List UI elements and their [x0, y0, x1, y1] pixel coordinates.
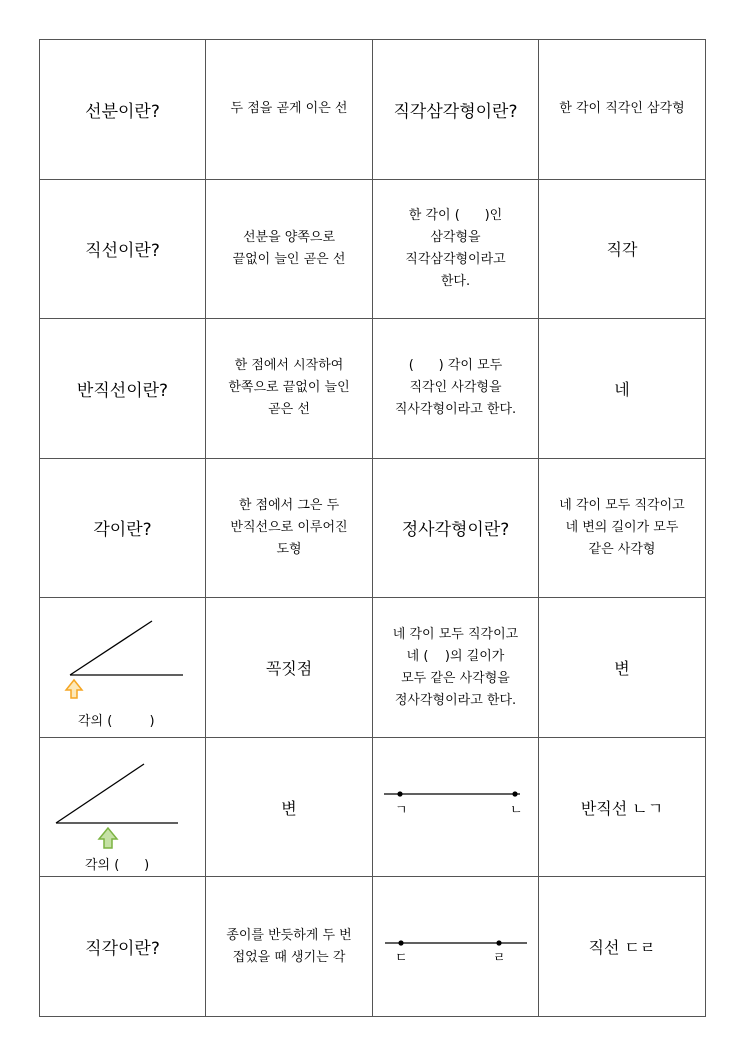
angle-side-figure	[40, 737, 206, 877]
card-answer: 네 각이 모두 직각이고 네 변의 길이가 모두 같은 사각형	[539, 458, 706, 598]
point-label: ㄷ	[395, 951, 408, 967]
point-giyeok	[397, 791, 402, 796]
table-row	[40, 40, 706, 180]
card-question: 한 각이 ( )인 삼각형을 직각삼각형이라고 한다.	[373, 179, 539, 319]
card-answer: 두 점을 곧게 이은 선	[206, 40, 373, 180]
card-question: 네 각이 모두 직각이고 네 ( )의 길이가 모두 같은 사각형을 정사각형이라고 한다.	[373, 598, 539, 738]
ray-figure	[373, 737, 539, 877]
card-question: ( ) 각이 모두 직각인 사각형을 직사각형이라고 한다.	[373, 319, 539, 459]
table-row	[40, 458, 706, 598]
card-answer: 직선 ㄷㄹ	[539, 877, 706, 1017]
card-question: 선분이란?	[40, 40, 206, 180]
card-answer: 반직선 ㄴㄱ	[539, 737, 706, 877]
point-nieun	[512, 791, 517, 796]
table-row	[40, 319, 706, 459]
figure-caption: 각의 ( )	[78, 714, 155, 730]
angle-ray-upper	[70, 621, 152, 675]
green-up-arrow-icon	[99, 828, 117, 848]
point-label: ㄱ	[395, 802, 408, 818]
card-question: 직선이란?	[40, 179, 206, 319]
card-answer: 직각	[539, 179, 706, 319]
card-answer: 변	[539, 598, 706, 738]
angle-ray-upper	[56, 764, 144, 823]
card-answer: 한 각이 직각인 삼각형	[539, 40, 706, 180]
card-answer: 꼭짓점	[206, 598, 373, 738]
table-row	[40, 877, 706, 1017]
card-answer: 네	[539, 319, 706, 459]
table-row	[40, 179, 706, 319]
figure-caption: 각의 ( )	[85, 857, 150, 873]
card-question: 직각삼각형이란?	[373, 40, 539, 180]
card-question: 반직선이란?	[40, 319, 206, 459]
card-answer: 선분을 양쪽으로 끝없이 늘인 곧은 선	[206, 179, 373, 319]
card-answer: 변	[206, 737, 373, 877]
point-digeut	[398, 941, 403, 946]
card-question: 직각이란?	[40, 877, 206, 1017]
table-row	[40, 598, 706, 738]
card-answer: 종이를 반듯하게 두 번 접었을 때 생기는 각	[206, 877, 373, 1017]
card-answer: 한 점에서 시작하여 한쪽으로 끝없이 늘인 곧은 선	[206, 319, 373, 459]
point-rieul	[496, 941, 501, 946]
line-figure	[373, 877, 539, 1017]
table-row	[40, 737, 706, 877]
point-label: ㄴ	[510, 802, 523, 818]
point-label: ㄹ	[493, 951, 506, 967]
orange-up-arrow-icon	[66, 680, 82, 698]
card-question: 정사각형이란?	[373, 458, 539, 598]
card-question: 각이란?	[40, 458, 206, 598]
angle-vertex-figure	[40, 598, 206, 738]
card-answer: 한 점에서 그은 두 반직선으로 이루어진 도형	[206, 458, 373, 598]
flashcard-grid	[39, 39, 706, 1017]
